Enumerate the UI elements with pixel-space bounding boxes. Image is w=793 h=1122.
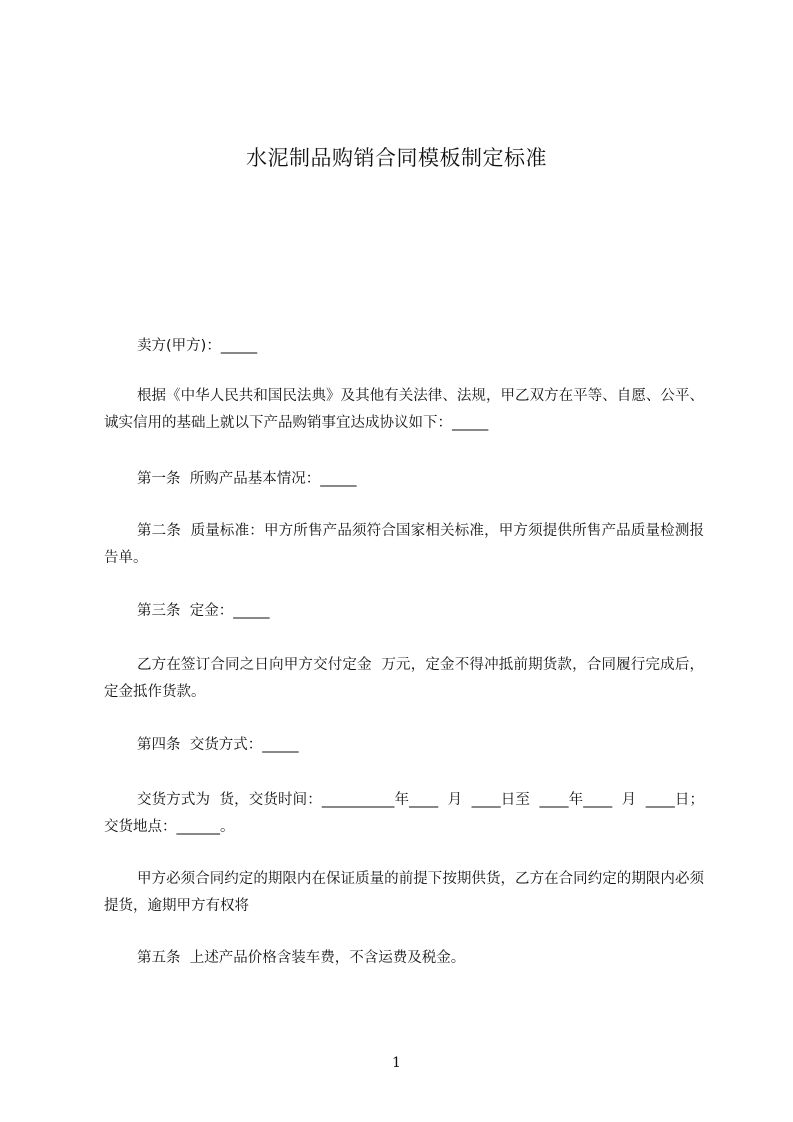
- article-3-deposit: 第三条 定金：_____: [137, 603, 270, 619]
- page-number: 1: [392, 1055, 401, 1071]
- document-title: 水泥制品购销合同模板制定标准: [246, 146, 547, 170]
- delivery-terms-paragraph: 交货方式为 货，交货时间：__________年____ 月 ____日至 ____年____ 月 ____日；交货地点：______。: [104, 792, 704, 835]
- preamble-paragraph: 根据《中华人民共和国民法典》及其他有关法律、法规，甲乙双方在平等、自愿、公平、诚实信用的基础上就以下产品购销事宜达成协议如下：_____: [104, 388, 704, 431]
- article-4-delivery-method: 第四条 交货方式：_____: [137, 737, 299, 753]
- article-2-quality-standard: 第二条 质量标准：甲方所售产品须符合国家相关标准，甲方须提供所售产品质量检测报告单。: [104, 523, 704, 566]
- article-1-product-info: 第一条 所购产品基本情况：_____: [137, 471, 357, 487]
- deposit-terms-paragraph: 乙方在签订合同之日向甲方交付定金 万元，定金不得冲抵前期货款，合同履行完成后，定金抵作货款。: [104, 657, 704, 700]
- supply-obligation-paragraph: 甲方必须合同约定的期限内在保证质量的前提下按期供货，乙方在合同约定的期限内必须提货，逾期甲方有权将: [104, 871, 704, 914]
- article-5-price-terms: 第五条 上述产品价格含装车费，不含运费及税金。: [137, 950, 466, 966]
- seller-party-line: 卖方(甲方)：_____: [137, 338, 258, 354]
